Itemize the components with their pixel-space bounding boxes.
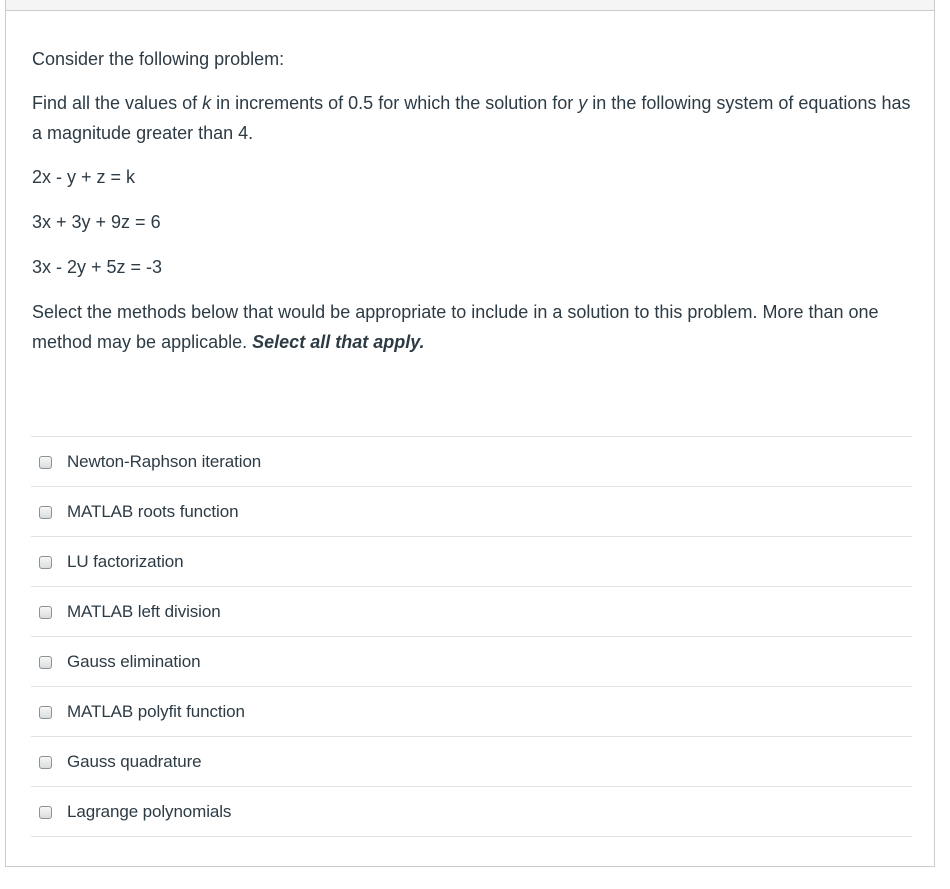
equation-3: 3x - 2y + 5z = -3	[32, 257, 163, 277]
answer-list	[31, 436, 912, 837]
checkbox[interactable]	[39, 506, 52, 519]
task-text-3: in the following system of equations has a magnitude greater than 4.	[32, 93, 911, 143]
checkbox[interactable]	[39, 606, 52, 619]
checkbox[interactable]	[39, 806, 52, 819]
answer-option[interactable]	[31, 587, 912, 637]
select-instructions	[32, 297, 912, 357]
answer-label: Newton-Raphson iteration	[67, 451, 262, 471]
select-text: Select the methods below that would be appropriate to include in a solution to this problem. More than one method may be applicable.	[32, 302, 879, 352]
answer-label: Gauss quadrature	[67, 751, 202, 771]
checkbox[interactable]	[39, 656, 52, 669]
checkbox[interactable]	[39, 756, 52, 769]
variable-k: k	[202, 93, 212, 113]
answer-option[interactable]	[31, 437, 912, 487]
checkbox[interactable]	[39, 556, 52, 569]
answer-label: MATLAB left division	[67, 601, 221, 621]
checkbox[interactable]	[39, 456, 52, 469]
answer-option[interactable]	[31, 787, 912, 837]
answer-label: LU factorization	[67, 551, 184, 571]
question-intro: Consider the following problem:	[32, 49, 285, 69]
answer-label: Lagrange polynomials	[67, 801, 232, 821]
answer-option[interactable]	[31, 537, 912, 587]
equation-2: 3x + 3y + 9z = 6	[32, 212, 161, 232]
task-text-2: in increments of 0.5 for which the solution for	[211, 93, 579, 113]
equation-1: 2x - y + z = k	[32, 167, 136, 187]
question-header	[6, 0, 934, 11]
question-card	[5, 0, 935, 867]
question-text	[32, 44, 912, 357]
variable-y: y	[578, 93, 588, 113]
select-all-emphasis: Select all that apply.	[252, 332, 425, 352]
task-text-1: Find all the values of	[32, 93, 203, 113]
checkbox[interactable]	[39, 706, 52, 719]
question-task	[32, 88, 912, 148]
answer-label: MATLAB roots function	[67, 501, 239, 521]
answer-label: Gauss elimination	[67, 651, 201, 671]
answer-option[interactable]	[31, 737, 912, 787]
answer-option[interactable]	[31, 687, 912, 737]
answer-option[interactable]	[31, 637, 912, 687]
answer-option[interactable]	[31, 487, 912, 537]
answer-label: MATLAB polyfit function	[67, 701, 245, 721]
